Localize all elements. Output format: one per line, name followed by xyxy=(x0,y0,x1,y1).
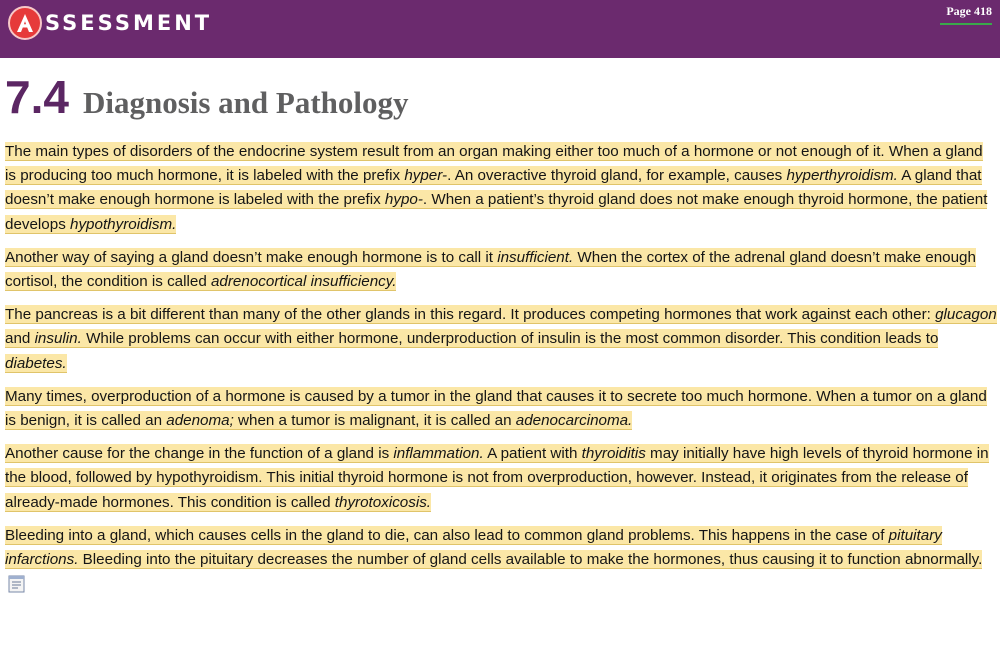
highlighted-text[interactable] xyxy=(5,248,976,291)
logo-a-icon xyxy=(8,6,42,40)
text-run: . An overactive thyroid gland, for example, causes xyxy=(447,167,787,185)
text-run: A gland that doesn’t make enough hormone is labeled with the prefix xyxy=(5,167,982,209)
sticky-note-icon[interactable] xyxy=(7,574,27,594)
text-run: may initially have high levels of thyroid hormone in the blood, followed by hypothyroidism. This initial thyroid hormone is not from overproduction, however. Instead, it originates from the release of already-made hormones. This condition is called xyxy=(5,445,989,511)
text-run: A patient with xyxy=(483,445,582,463)
section-number: 7.4 xyxy=(5,71,69,123)
italic-term: pituitary infarctions. xyxy=(5,526,942,569)
paragraph xyxy=(5,246,997,294)
italic-term: hypo- xyxy=(384,191,423,209)
italic-term: hyperthyroidism. xyxy=(786,167,898,185)
italic-term: thyroiditis xyxy=(581,445,646,463)
text-run: When the cortex of the adrenal gland doesn’t make enough cortisol, the condition is called xyxy=(5,248,976,291)
italic-term: thyrotoxicosis. xyxy=(334,493,432,511)
italic-term: glucagon xyxy=(935,306,997,324)
italic-term: hypothyroidism. xyxy=(70,215,177,233)
italic-term: diabetes. xyxy=(5,354,67,372)
text-run: . When a patient’s thyroid gland does not make enough thyroid hormone, the patient develops xyxy=(5,191,988,233)
text-run: and xyxy=(5,330,35,348)
italic-term: adenoma; xyxy=(166,412,234,430)
section-title: Diagnosis and Pathology xyxy=(82,85,409,120)
paragraph xyxy=(5,442,997,515)
logo-text: SSESSMENT xyxy=(45,10,213,35)
text-run: Bleeding into the pituitary decreases the number of gland cells available to make the hormones, thus causing it to function abnormally. xyxy=(78,551,983,569)
text-run: when a tumor is malignant, it is called an xyxy=(233,412,516,430)
paragraph xyxy=(5,524,997,597)
text-run: The pancreas is a bit different than many of the other glands in this regard. It produces competing hormones that work against each other: xyxy=(5,306,936,324)
highlighted-text[interactable] xyxy=(5,387,987,430)
italic-term: adenocarcinoma. xyxy=(515,412,633,430)
italic-term: insulin. xyxy=(34,330,82,348)
text-run: The main types of disorders of the endocrine system result from an organ making either too much of a hormone or not enough of it. When a gland is producing too much hormone, it is labeled with the prefix xyxy=(5,143,983,185)
text-run: While problems can occur with either hormone, underproduction of insulin is the most common disorder. This condition leads to xyxy=(81,330,939,348)
text-run: Many times, overproduction of a hormone is caused by a tumor in the gland that causes it to secrete too much hormone. When a tumor on a gland is benign, it is called an xyxy=(5,387,987,430)
italic-term: inflammation. xyxy=(393,445,484,463)
italic-term: hyper- xyxy=(404,167,448,185)
body-text xyxy=(5,140,997,605)
paragraph xyxy=(5,385,997,433)
highlighted-text[interactable] xyxy=(5,142,987,234)
text-run: Another cause for the change in the function of a gland is xyxy=(5,445,394,463)
page-number-underline xyxy=(940,23,992,25)
highlighted-text[interactable] xyxy=(5,526,982,569)
header-band xyxy=(0,0,1000,58)
page-number: Page 418 xyxy=(946,4,992,18)
highlighted-text[interactable] xyxy=(5,444,989,511)
paragraph xyxy=(5,303,997,376)
paragraph xyxy=(5,140,997,237)
text-run: Bleeding into a gland, which causes cells in the gland to die, can also lead to common gland problems. This happens in the case of xyxy=(5,526,889,544)
section-heading xyxy=(5,71,409,124)
letter-a-glyph xyxy=(14,12,36,34)
italic-term: adrenocortical insufficiency. xyxy=(210,273,397,291)
text-run: Another way of saying a gland doesn’t make enough hormone is to call it xyxy=(5,248,498,266)
italic-term: insufficient. xyxy=(497,248,574,266)
assessment-logo xyxy=(8,4,212,42)
highlighted-text[interactable] xyxy=(5,305,997,372)
